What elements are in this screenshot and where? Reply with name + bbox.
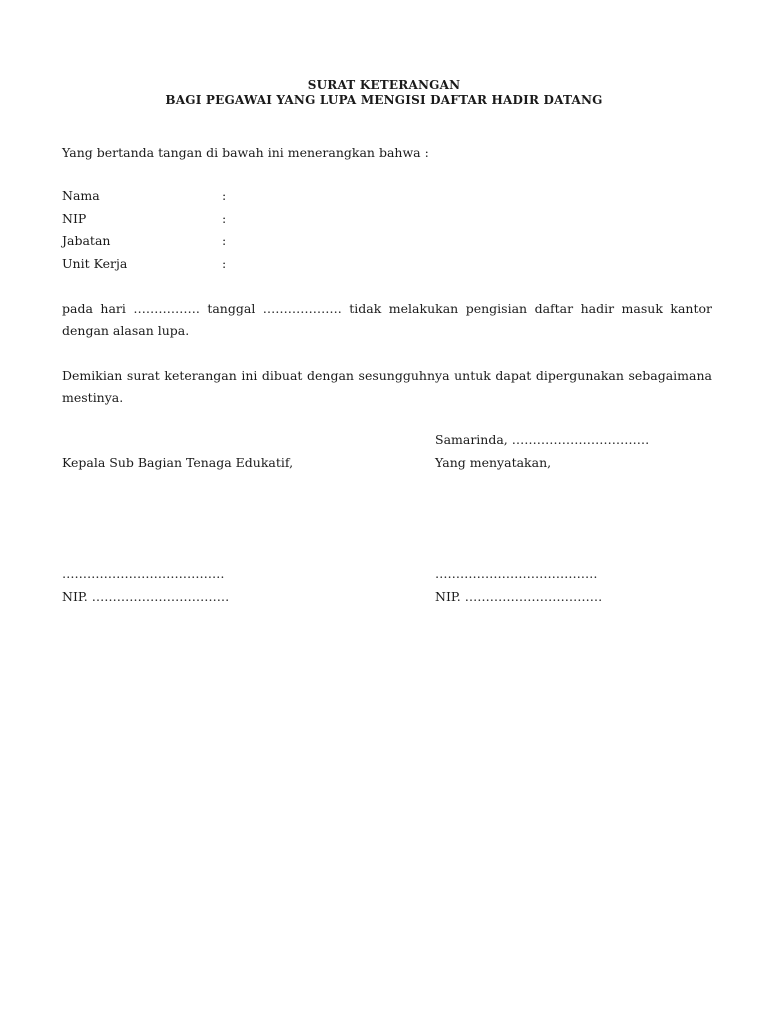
- document-title: SURAT KETERANGAN: [307, 78, 461, 92]
- signer-left-name-line: …………………………………: [62, 566, 225, 581]
- field-label-nama: Nama: [62, 188, 100, 203]
- signer-right-nip: NIP. ……………………………: [435, 589, 603, 604]
- closing-paragraph: Demikian surat keterangan ini dibuat dengan sesungguhnya untuk dapat dipergunakan sebagaimana mestinya.: [62, 368, 712, 405]
- statement-paragraph: pada hari ……………. tanggal ………………. tidak melakukan pengisian daftar hadir masuk kantor dengan alasan lupa.: [62, 301, 712, 338]
- field-label-nip: NIP: [62, 211, 87, 226]
- field-colon-nama: :: [222, 188, 227, 203]
- place-date: Samarinda, ……………………………: [435, 432, 650, 447]
- field-colon-unit-kerja: :: [222, 256, 227, 271]
- signer-left-role: Kepala Sub Bagian Tenaga Edukatif,: [62, 455, 294, 470]
- document-subtitle: BAGI PEGAWAI YANG LUPA MENGISI DAFTAR HADIR DATANG: [165, 93, 603, 107]
- signer-right-name-line: …………………………………: [435, 566, 598, 581]
- field-label-unit-kerja: Unit Kerja: [62, 256, 128, 271]
- field-colon-nip: :: [222, 211, 227, 226]
- intro-text: Yang bertanda tangan di bawah ini menerangkan bahwa :: [62, 145, 429, 160]
- field-label-jabatan: Jabatan: [62, 233, 111, 248]
- signer-right-role: Yang menyatakan,: [435, 455, 552, 470]
- field-colon-jabatan: :: [222, 233, 227, 248]
- signer-left-nip: NIP. ……………………………: [62, 589, 230, 604]
